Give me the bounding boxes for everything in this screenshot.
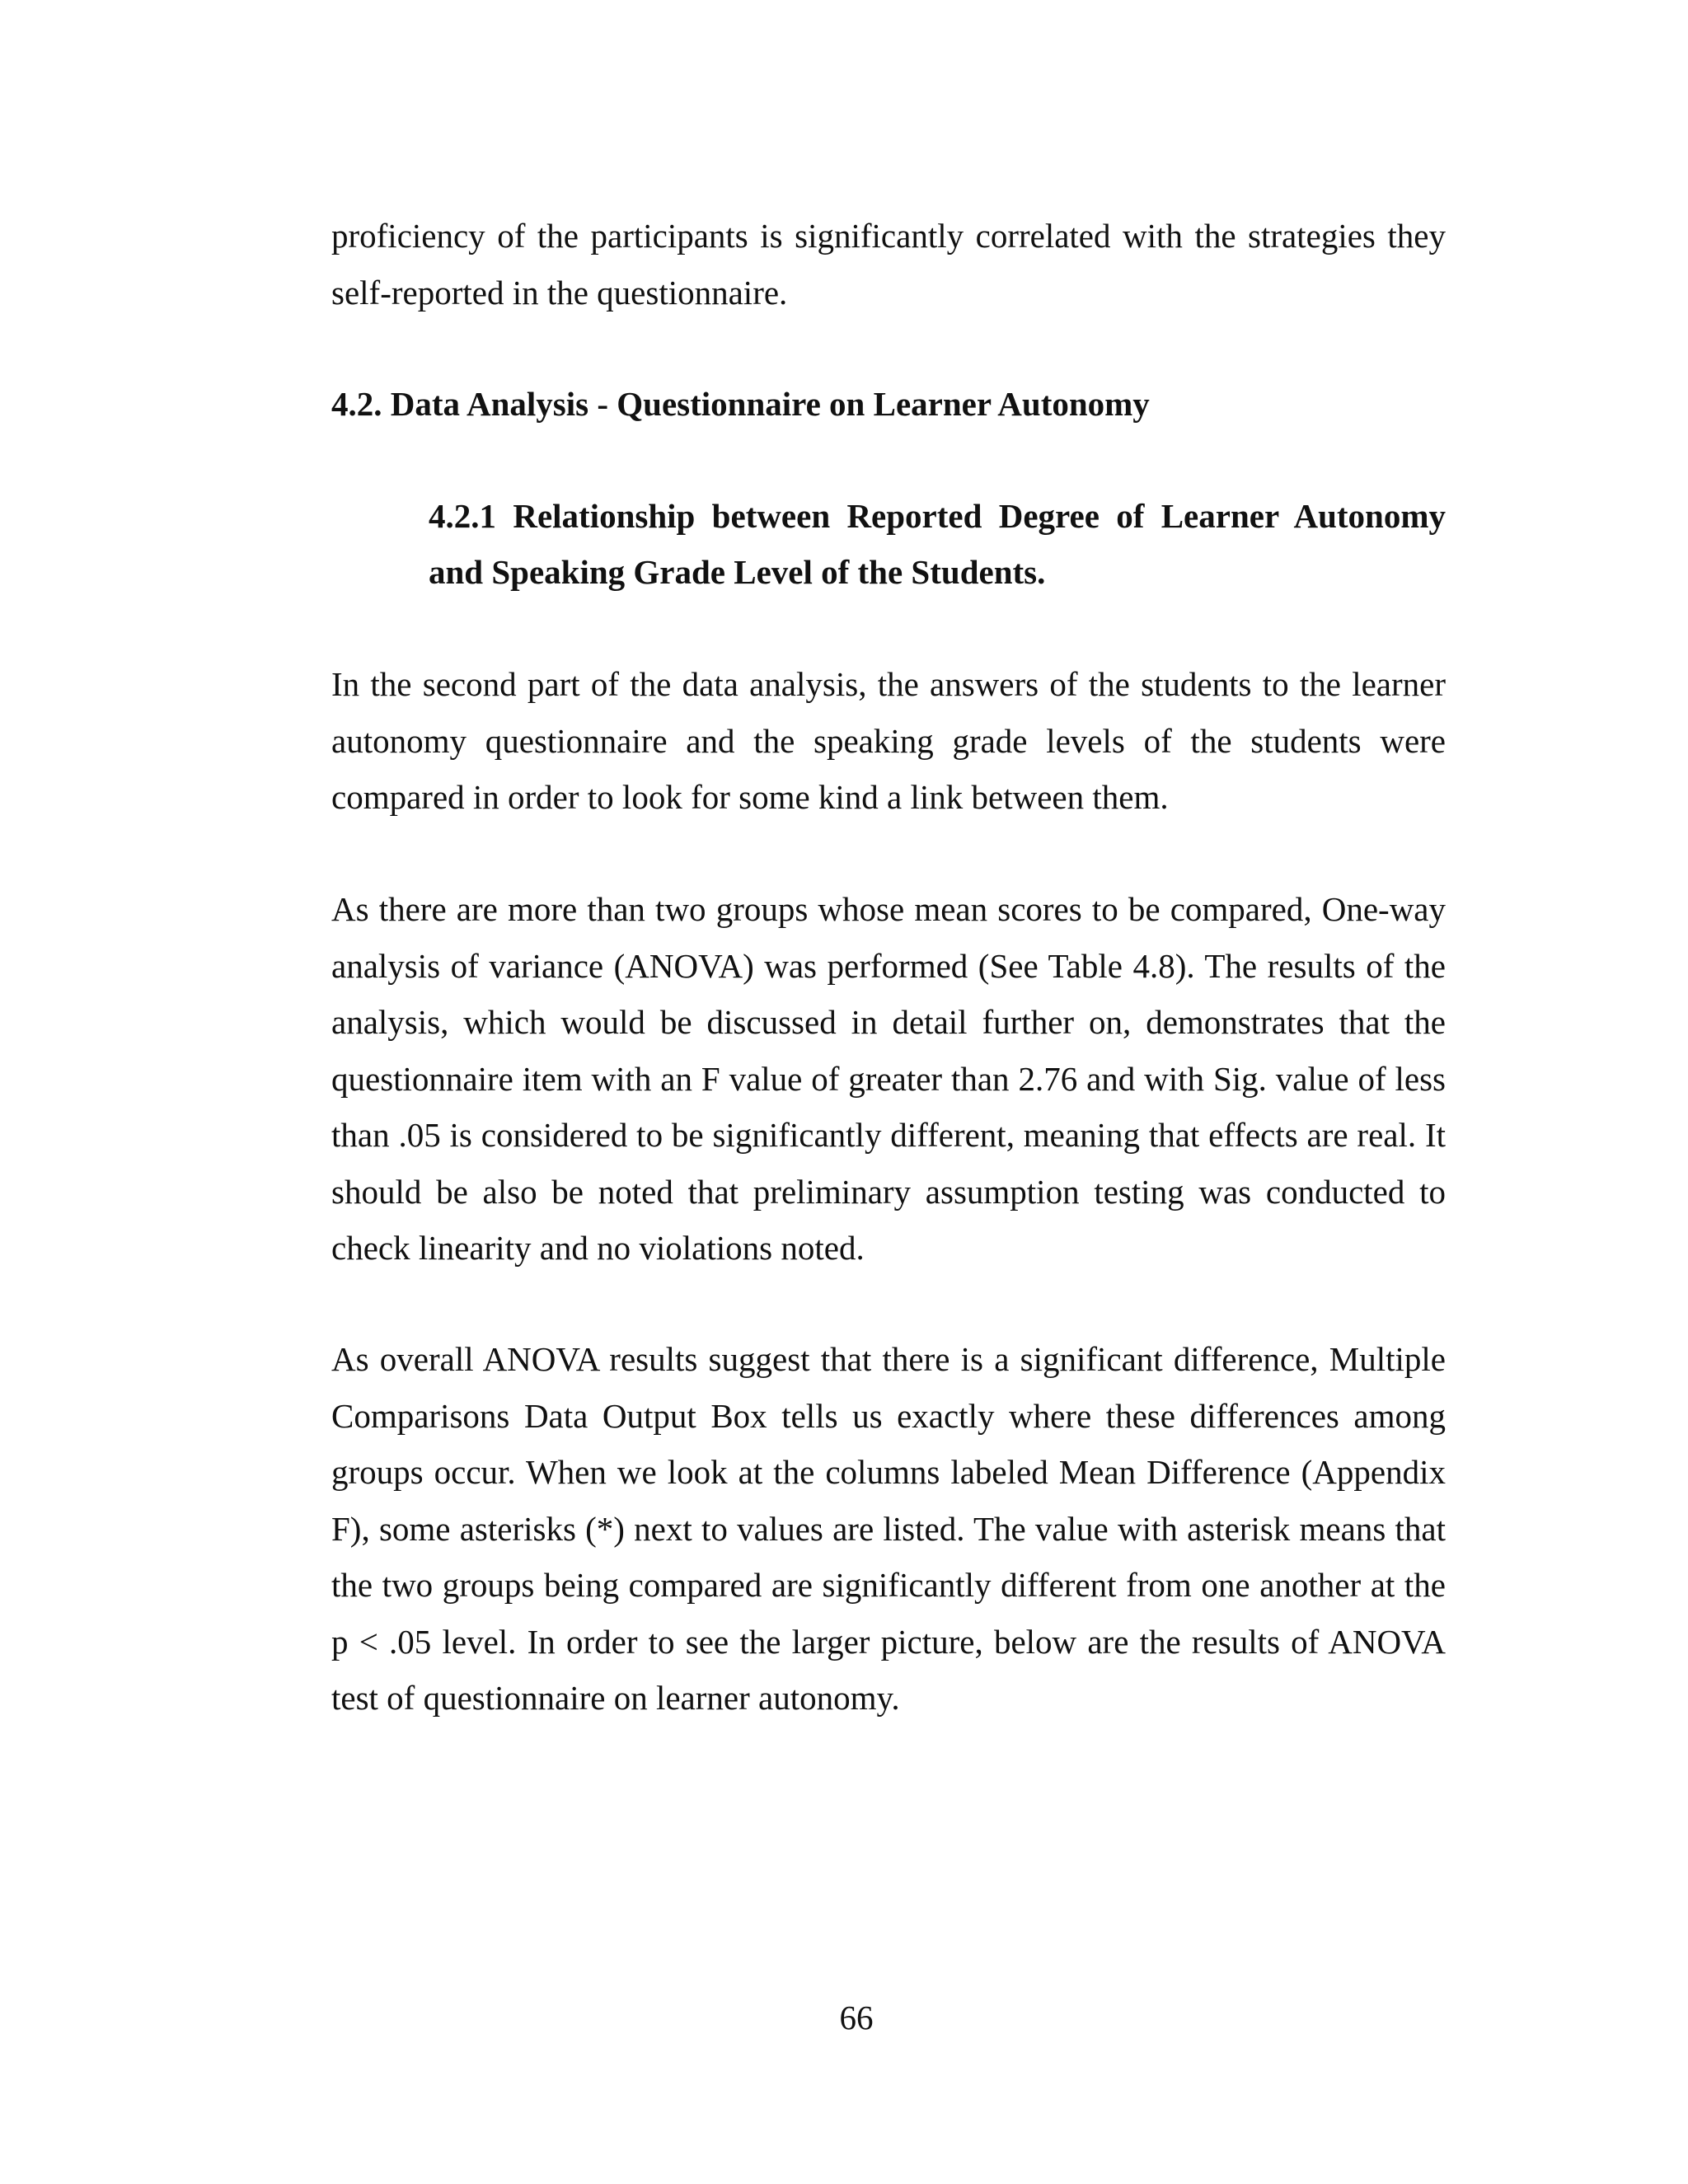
- page-number: 66: [839, 1999, 874, 2036]
- paragraph-multiple-comparisons: As overall ANOVA results suggest that there is a significant difference, Multiple Comparisons Data Output Box tells us exactly where these differences among groups occur. When we look at the columns labeled Mean Difference (Appendix F), some asterisks (*) next to values are listed. The value with asterisk means that the two groups being compared are significantly different from one another at the p < .05 level. In order to see the larger picture, below are the results of ANOVA test of questionnaire on learner autonomy.: [331, 1340, 1446, 1717]
- paragraph-anova-method: As there are more than two groups whose mean scores to be compared, One-way analysis of variance (ANOVA) was performed (See Table 4.8). The results of the analysis, which would be discussed in detail further on, demonstrates that the questionnaire item with an F value of greater than 2.76 and with Sig. value of less than .05 is considered to be significantly different, meaning that effects are real. It should be also be noted that preliminary assumption testing was conducted to check linearity and no violations noted.: [331, 890, 1446, 1267]
- continuation-paragraph: proficiency of the participants is significantly correlated with the strategies they self-reported in the questionnaire.: [331, 217, 1446, 312]
- paragraph-data-analysis-intro: In the second part of the data analysis, the answers of the students to the learner autonomy questionnaire and the speaking grade levels of the students were compared in order to look for some kind a link between them.: [331, 665, 1446, 816]
- section-heading: 4.2. Data Analysis - Questionnaire on Learner Autonomy: [331, 385, 1150, 423]
- subsection-heading: 4.2.1 Relationship between Reported Degree of Learner Autonomy and Speaking Grade Level of the Students.: [429, 497, 1446, 591]
